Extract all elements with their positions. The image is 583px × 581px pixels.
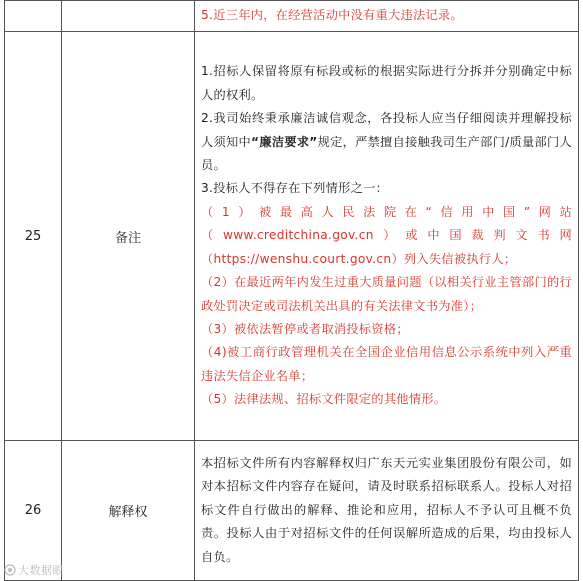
table-row [5, 1, 579, 32]
brand-logo-icon [4, 564, 16, 576]
remark-paragraph-3: 3.投标人不得存在下列情形之一： [201, 181, 389, 196]
exclusion-item-1: （1）被最高人民法院在“信用中国”网站（www.creditchina.gov.cn）或中国裁判文书网（https://wenshu.court.gov.cn）列入失信被执行人； [201, 204, 572, 266]
row-item-label: 备注 [62, 32, 195, 441]
row-number: 26 [5, 441, 62, 581]
table-row-26 [5, 441, 579, 581]
remark-2-text-end: 规定，严禁擅自接触我司生产部门/质量部门人员。 [201, 134, 572, 173]
watermark [4, 562, 64, 578]
row-item-cell [62, 1, 195, 32]
row-number: 25 [5, 32, 62, 441]
remark-paragraph-1: 1.招标人保留将原有标段或标的根据实际进行分拆并分别确定中标人的权利。 [201, 64, 572, 102]
remark-paragraph-2 [201, 107, 572, 177]
watermark-text: 大数据眼 [18, 564, 64, 577]
interpretation-content [195, 441, 579, 581]
row-number-cell [5, 1, 62, 32]
bid-terms-table [4, 0, 579, 581]
table-row-25 [5, 32, 579, 441]
row-item-label: 解释权 [62, 441, 195, 581]
row-content-cell [195, 1, 579, 32]
exclusion-item-4: （4)被工商行政管理机关在全国企业信用信息公示系统中列入严重违法失信企业名单； [201, 345, 572, 383]
exclusion-item-3: （3）被依法暂停或者取消投标资格； [201, 321, 409, 336]
remark-2-text-start: 2.我司始终秉承廉洁诚信观念，各投标人应当仔细阅读并理解投标人须知中 [201, 111, 572, 149]
exclusion-item-5: （5）法律法规、招标文件限定的其他情形。 [201, 392, 447, 407]
integrity-requirement-term: “廉洁要求” [251, 134, 318, 149]
exclusion-item-2: （2）在最近两年内发生过重大质量问题（以相关行业主管部门的行政处罚决定或司法机关出具的有关法律文书为准）； [201, 275, 572, 313]
qualification-item-5: 5.近三年内，在经营活动中没有重大违法记录。 [201, 8, 463, 23]
interpretation-paragraph: 本招标文件所有内容解释权归广东天元实业集团股份有限公司，如对本招标文件内容存在疑问，请及时联系招标联系人。投标人对招标文件自行做出的解释、推论和应用，招标人不予认可且概不负责。投标人由于对招标文件的任何误解所造成的后果，均由投标人自负。 [201, 455, 572, 564]
remarks-content [195, 32, 579, 441]
